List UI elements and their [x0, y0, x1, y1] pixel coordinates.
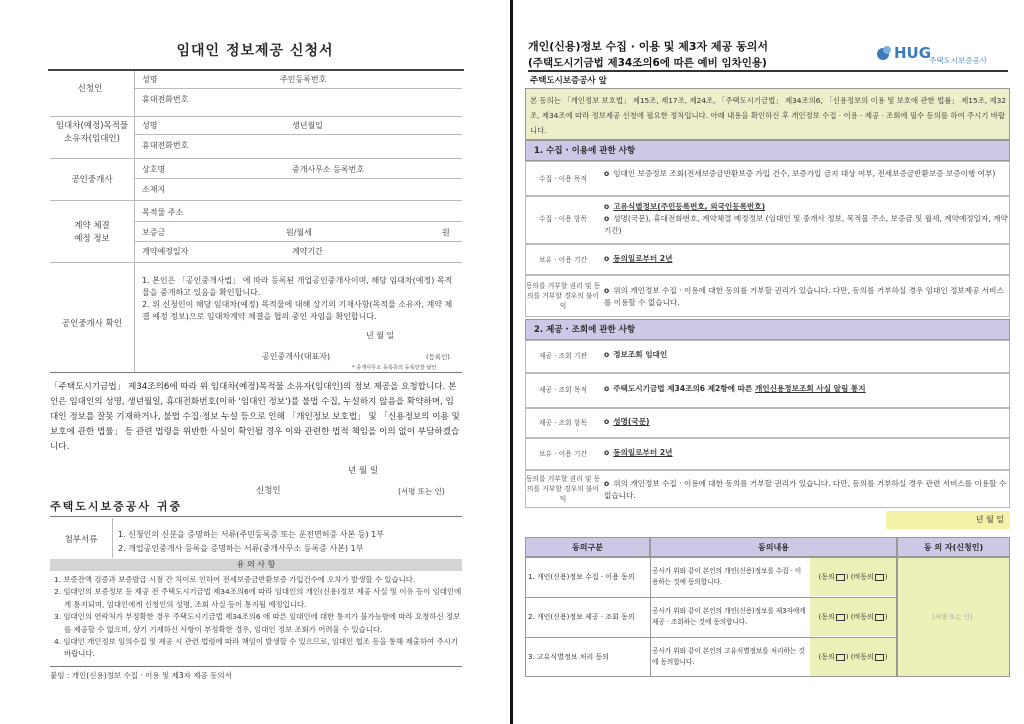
refuse-text: 위의 개인정보 수집 · 이용에 대한 동의를 거부할 권리가 있습니다. 다만, 동의를 거부하실 경우 임대인 정보제공 서비스를 이용할 수 없습니다. [604, 286, 1004, 307]
divider [134, 116, 135, 158]
divider [134, 158, 135, 200]
contract-won-monthly: 원/월세 [286, 228, 312, 237]
divider [112, 518, 113, 558]
owner-label [50, 120, 134, 146]
provide-refuse-text: 위의 개인정보 수집 · 이용에 대한 동의를 거부할 권리가 있습니다. 다만, 동의를 거부하실 경우 관련 서비스를 이용할 수 없습니다. [604, 479, 1007, 500]
retention-text: 동의일로부터 2년 [613, 254, 673, 263]
provide-to-text: 정보조회 임대인 [613, 350, 668, 359]
provide-items-text: 성명(국문) [613, 417, 650, 426]
section-divider [50, 116, 462, 117]
contract-label-line1: 계약 체결 [74, 221, 110, 231]
intro-text: 본 동의는 「개인정보 보호법」 제15조, 제17조, 제24조, 「주택도시기금법」 제34조의6, 「신용정보의 이용 및 보호에 관한 법률」 제15조, 제32조, 제34조에 따라 정보제공 신청에 필요한 정차입니다. 아래 내용을 확인하신 후 개인정보 수집 · 이용 · 제공 · 조회에 필수 동의를 하여 주시기 바랍니다. [530, 96, 1007, 135]
confirm-item-1: 1. 본인은 「공인중개사법」 에 따라 등록된 개업공인중개사이며, 해당 임대차(예정) 목적물을 중개하고 있음을 확인합니다. [142, 276, 453, 297]
disagree-label: (비동의 [850, 653, 874, 661]
consent-row-text: 공사가 위와 같이 본인의 개인(신용)정보를 제3자에게 제공 · 조회하는 것에 동의합니다. [652, 607, 806, 626]
appendix-note: 붙임 : 개인(신용)정보 수집 · 이용 및 제3자 제공 동의서 [50, 671, 232, 680]
provide-to-label: 제공 · 조회 기관 [538, 352, 588, 360]
notice-header: 유 의 사 항 [50, 559, 462, 571]
items-value: o 고유식별정보(주민등록번호, 외국인등록번호) o 성명(국문), 휴대전화번호, 계약체결 예정정보 (임대인 및 중개사 정보, 목적물 주소, 보증금 및 월세, 계약예정일자, 계약기간) [604, 202, 1008, 235]
consent-recipient: 주택도시보증공사 앞 [530, 76, 607, 86]
consent-choice: (동의 ) (비동의 ) [810, 558, 896, 596]
notice-item: 3. 임대인의 연락처가 부정확한 경우 주택도시기금법 제34조의6 에 따른 임대인에 대한 통지가 불가능함에 따라 요청하신 정보를 제공할 수 없으며, 상기 기재하신 사항이 부정확한 경우, 임대인 정보 조회가 어려울 수 있습니다. [54, 612, 461, 634]
provide-purpose-value: o 주택도시기금법 제34조의6 제2항에 따른 개인신용정보조회 사실 알림 통지 [604, 384, 866, 393]
contract-deposit-field[interactable]: 보증금 [142, 228, 166, 237]
notice-list [54, 574, 462, 661]
notice-item: 4. 임대인 개인정보 임의수집 및 제공 시 관련 법령에 따라 책임이 발생할 수 있으므로, 임대인 협조 등을 통해 제출하여 주시기 바랍니다. [54, 637, 458, 659]
row-divider [134, 88, 462, 89]
consent-subtitle: (주택도시기금법 제34조의6에 따른 예비 임차인용) [528, 57, 767, 69]
consent-row-label: 1. 개인(신용)정보 수집 · 이용 동의 [528, 573, 635, 581]
provide-purpose-text: 주택도시기금법 제34조의6 제2항에 따른 [613, 384, 755, 393]
agent-office-reg-field[interactable]: 중개사무소 등록번호 [292, 165, 365, 174]
hug-logo-icon [875, 44, 893, 62]
hug-logo-text: HUG [894, 44, 932, 62]
divider [134, 71, 135, 116]
provide-items-label: 제공 · 조회 항목 [538, 419, 588, 427]
hug-logo-org: 주택도시보증공사 [929, 56, 987, 65]
contract-date-field[interactable]: 계약예정일자 [142, 247, 189, 256]
title-rule [528, 70, 1008, 72]
items-general-text: 성명(국문), 휴대전화번호, 계약체결 예정정보 (임대인 및 중개사 정보, 목적물 주소, 보증금 및 월세, 계약예정일자, 계약기간) [604, 214, 1008, 235]
row-divider [134, 134, 462, 135]
confirm-signer[interactable]: 공인중개사(대표자) [262, 352, 331, 361]
agree-label: (동의 [818, 613, 835, 621]
divider [134, 262, 135, 372]
purpose-text: 임대인 보증정보 조회(전세보증금반환보증 가입 건수, 보증가입 금지 대상 여부, 전세보증금반환보증 보증이행 여부) [613, 169, 996, 178]
attachment-item-1: 1. 신청인의 신분을 증명하는 서류(주민등록증 또는 운전면허증 사본 등) 1부 [118, 530, 384, 539]
notice-item: 2. 임대인의 보증정보 등 제공 전 주택도시기금법 제34조의6에 따라 임대인의 개인(신용)정보 제공 사실 및 이유 등이 임대인에게 통지되며, 임대인에게 신청인의 성명, 조회 사실 등이 통지될 예정입니다. [54, 587, 462, 609]
provide-items-value: o 성명(국문) [604, 417, 650, 426]
refuse-value: o 위의 개인정보 수집 · 이용에 대한 동의를 거부할 권리가 있습니다. 다만, 동의를 거부하실 경우 임대인 정보제공 서비스를 이용할 수 없습니다. [604, 286, 1004, 307]
disagree-label: (비동의 [850, 613, 874, 621]
disagree-label: (비동의 [850, 573, 874, 581]
contract-label-line2: 예정 정보 [74, 234, 110, 244]
section-divider [50, 262, 462, 263]
sign-note: (서명 또는 인) [398, 487, 445, 496]
section-2-header: 2. 제공 · 조회에 관한 사항 [525, 319, 1010, 340]
confirm-seal-note: * 중개사무소 등록증의 등록인장 날인 [352, 365, 437, 371]
attachments-label: 첨부서류 [64, 535, 98, 545]
items-label: 수집 · 이용 항목 [538, 215, 588, 223]
consent-row-text: 공사가 위와 같이 본인의 개인(신용)정보를 수집 · 이용하는 것에 동의합니다. [652, 567, 802, 586]
contract-period-field[interactable]: 계약기간 [292, 247, 323, 256]
form-title: 임대인 정보제공 신청서 [176, 43, 334, 59]
applicant-name-field[interactable]: 성명 [142, 75, 158, 84]
contract-address-field[interactable]: 목적물 주소 [142, 208, 184, 217]
divider [134, 200, 135, 262]
section-divider [50, 666, 462, 667]
title-rule [48, 69, 464, 71]
confirm-seal: (등록인) [426, 353, 450, 361]
owner-name-field[interactable]: 성명 [142, 121, 158, 130]
agent-location-field[interactable]: 소재지 [142, 185, 166, 194]
items-unique-text: 고유식별정보(주민등록번호, 외국인등록번호) [613, 202, 766, 211]
agree-checkbox[interactable] [836, 654, 845, 661]
owner-label-line1: 임대차(예정)목적물 [55, 121, 129, 131]
provide-purpose-link: 개인신용정보조회 사실 알림 통지 [754, 384, 866, 393]
applicant-rrn-field[interactable]: 주민등록번호 [280, 75, 327, 84]
agree-checkbox[interactable] [836, 614, 845, 621]
disagree-checkbox[interactable] [875, 574, 884, 581]
disagree-checkbox[interactable] [875, 654, 884, 661]
provide-to-value: o 정보조회 임대인 [604, 350, 668, 359]
section-divider [50, 200, 462, 201]
consent-row-text: 공사가 위와 같이 본인의 고유식별정보를 처리하는 것에 동의합니다. [652, 647, 805, 666]
row-divider [134, 241, 462, 242]
agent-trade-name-field[interactable]: 상호명 [142, 165, 166, 174]
consent-row-label: 2. 개인(신용)정보 제공 · 조회 동의 [528, 613, 635, 621]
provide-refuse-value: o 위의 개인정보 수집 · 이용에 대한 동의를 거부할 권리가 있습니다. 다만, 동의를 거부하실 경우 관련 서비스를 이용할 수 없습니다. [604, 479, 1007, 500]
agree-label: (동의 [818, 653, 835, 661]
notice-item: 1. 보증잔액 검증과 보증발급 시점 간 차이로 인하여 전세보증금반환보증 가입건수에 오차가 발생할 수 있습니다. [54, 575, 416, 584]
applicant-signature[interactable]: 신청인 [256, 486, 281, 496]
disagree-checkbox[interactable] [875, 614, 884, 621]
owner-label-line2: 소유자(임대인) [64, 134, 120, 144]
retention-value: o 동의일로부터 2년 [604, 254, 673, 263]
owner-phone-field[interactable]: 휴대전화번호 [142, 141, 189, 150]
row-divider [134, 221, 462, 222]
owner-dob-field[interactable]: 생년월일 [292, 121, 323, 130]
retention-label: 보유 · 이용 기간 [538, 256, 588, 264]
recipient-org: 주택도시보증공사 귀중 [50, 500, 183, 513]
agree-label: (동의 [818, 573, 835, 581]
confirm-label: 공인중개사 확인 [61, 319, 123, 329]
refuse-label: 동의를 거부할 권리 및 동의를 거부할 경우의 불이익 [525, 282, 601, 310]
section-divider [50, 516, 462, 517]
applicant-phone-field[interactable]: 휴대전화번호 [142, 95, 189, 104]
attachment-item-2: 2. 개업공인중개사 등록을 증명하는 서류(중개사무소 등록증 사본) 1부 [118, 544, 364, 553]
contract-won: 원 [442, 228, 450, 237]
provide-retention-value: o 동의일로부터 2년 [604, 448, 673, 457]
purpose-value: o 임대인 보증정보 조회(전세보증금반환보증 가입 건수, 보증가입 금지 대상 여부, 전세보증금반환보증 보증이행 여부) [604, 169, 996, 178]
agent-label: 공인중개사 [71, 175, 113, 185]
consent-col-signer: 동 의 자(신청인) [897, 537, 1010, 557]
consent-choice: (동의 ) (비동의 ) [810, 638, 896, 676]
consent-row-label: 3. 고유식별정보 처리 동의 [528, 653, 609, 661]
provide-refuse-label: 동의를 거부할 권리 및 동의를 거부할 경우의 불이익 [525, 475, 601, 503]
consent-title: 개인(신용)정보 수집 · 이용 및 제3자 제공 동의서 [528, 40, 768, 53]
section-divider [50, 158, 462, 159]
divider [650, 557, 651, 677]
statement-date[interactable]: 년 월 일 [348, 466, 379, 476]
section-1-header: 1. 수집 · 이용에 관한 사항 [525, 140, 1010, 161]
confirm-item-2: 2. 위 신청인이 해당 임대차(예정) 목적물에 대해 상기의 기재사항(목적물 소유자, 계약 체결 예정 정보)으로 임대차계약 체결을 협의 중인 자임을 확인합니다. [142, 300, 453, 321]
consent-col-content: 동의내용 [650, 537, 897, 557]
purpose-label: 수집 · 이용 목적 [538, 175, 588, 183]
consent-col-type: 동의구분 [525, 537, 650, 557]
applicant-label: 신청인 [77, 84, 103, 94]
row-divider [134, 178, 462, 179]
confirm-date[interactable]: 년 월 일 [366, 331, 395, 340]
consent-choice: (동의 ) (비동의 ) [810, 598, 896, 636]
provide-purpose-label: 제공 · 조회 목적 [538, 386, 588, 394]
contract-label [50, 220, 134, 246]
agree-checkbox[interactable] [836, 574, 845, 581]
provide-retention-label: 보유 · 이용 기간 [538, 450, 588, 458]
provide-retention-text: 동의일로부터 2년 [613, 448, 673, 457]
signature-hint: (서명 또는 인) [932, 613, 973, 621]
request-statement: 「주택도시기금법」 제34조의6에 따라 위 임대차(예정)목적물 소유자(임대인)의 정보 제공을 요청합니다. 본인은 임대인의 성명, 생년월일, 휴대전화번호(이하 '임대인 정보')를 불법 수집, 누설하지 않음을 확약하며, 임대인 정보를 잘못 기재하거나, 불법 수집·정보 누설 등으로 인해 「개인정보 보호법」 및 「신용정보의 이용 및 보호에 관한 법률」 등 관련 법령을 위반한 사실이 확인될 경우 이와 관련한 법적 책임을 이의 없이 부담하겠습니다. [50, 382, 460, 452]
consent-date[interactable]: 년 월 일 [886, 511, 1010, 529]
section-divider [50, 372, 462, 373]
